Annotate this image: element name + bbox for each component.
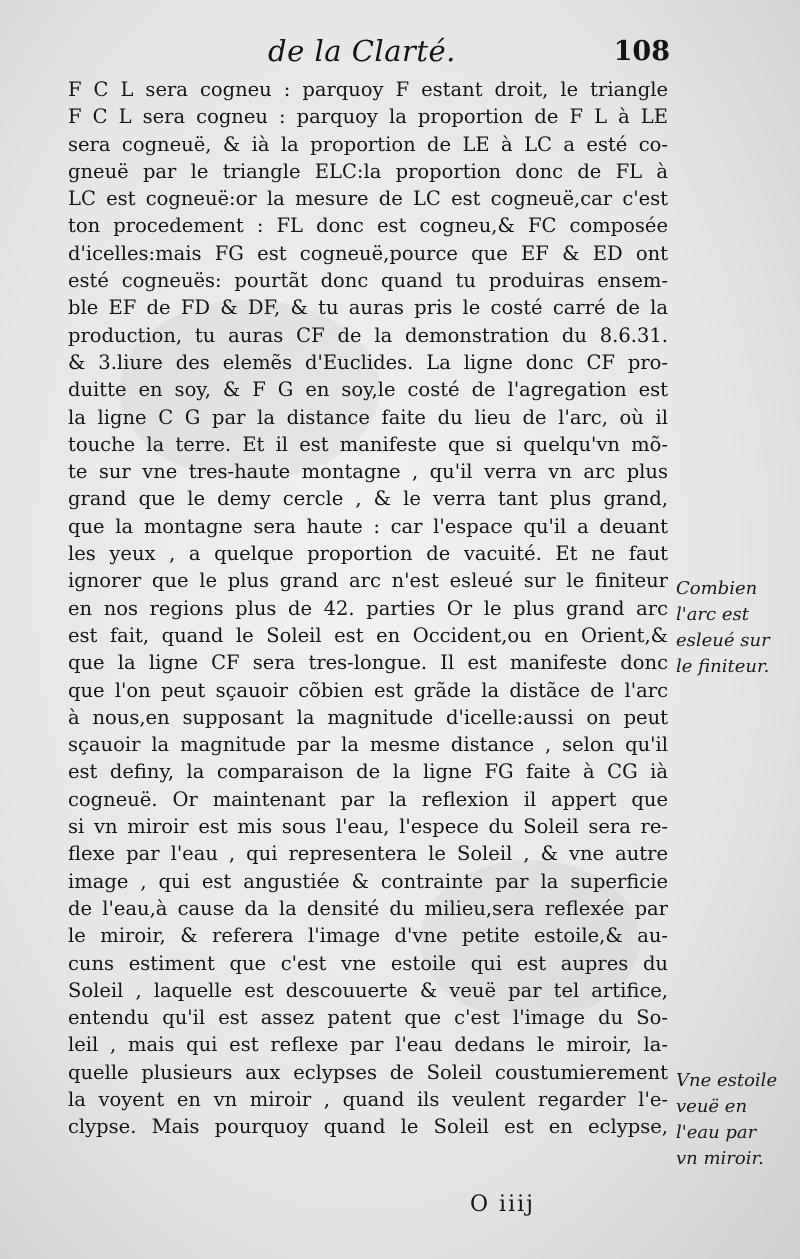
text-line: ble EF de FD & DF, & tu auras pris le costé carré de la	[68, 296, 668, 320]
text-line: les yeux , a quelque proportion de vacuité. Et ne faut	[68, 542, 668, 566]
text-line: LC est cogneuë:or la mesure de LC est cogneuë,car c'est	[68, 187, 668, 211]
margin-note-line: le finiteur.	[676, 656, 770, 677]
text-line: ignorer que le plus grand arc n'est esleué sur le finiteur	[68, 569, 668, 593]
signature-mark: O iiij	[470, 1192, 535, 1217]
text-line: à nous,en supposant la magnitude d'icelle:aussi on peut	[68, 705, 668, 729]
text-line: la ligne C G par la distance faite du lieu de l'arc, où il	[68, 405, 668, 429]
page-header	[250, 30, 670, 74]
text-line: image , qui est angustiée & contrainte par la superficie	[68, 869, 668, 893]
text-line: te sur vne tres-haute montagne , qu'il verra vn arc plus	[68, 460, 668, 484]
margin-note-star-in-mirror	[676, 1068, 800, 1172]
text-line: est definy, la comparaison de la ligne FG faite à CG ià	[68, 760, 668, 784]
margin-note-line: veuë en	[676, 1096, 748, 1117]
text-line: sçauoir la magnitude par la mesme distance , selon qu'il	[68, 733, 668, 757]
text-line: touche la terre. Et il est manifeste que si quelqu'vn mõ-	[68, 432, 668, 456]
text-line: esté cogneuës: pourtãt donc quand tu produiras ensem-	[68, 269, 668, 293]
margin-note-line: l'eau par	[676, 1122, 757, 1143]
text-line: F C L sera cogneu : parquoy F estant droit, le triangle	[68, 78, 668, 101]
text-line: cogneuë. Or maintenant par la reflexion il appert que	[68, 787, 668, 811]
text-line: flexe par l'eau , qui representera le Soleil , & vne autre	[68, 842, 668, 866]
text-line: quelle plusieurs aux eclypses de Soleil coustumierement	[68, 1060, 668, 1084]
text-line: en nos regions plus de 42. parties Or le plus grand arc	[68, 596, 668, 620]
text-line: & 3.liure des elemẽs d'Euclides. La ligne donc CF pro-	[68, 350, 668, 374]
text-line: le miroir, & referera l'image d'vne petite estoile,& au-	[68, 924, 668, 948]
text-line: Soleil , laquelle est descouuerte & veuë par tel artifice,	[68, 978, 668, 1002]
text-line: duitte en soy, & F G en soy,le costé de l'agregation est	[68, 378, 668, 402]
text-line: leil , mais qui est reflexe par l'eau dedans le miroir, la-	[68, 1033, 668, 1057]
text-line: la voyent en vn miroir , quand ils veulent regarder l'e-	[68, 1087, 668, 1111]
text-line: production, tu auras CF de la demonstration du 8.6.31.	[68, 323, 668, 347]
text-line: que l'on peut sçauoir cõbien est grãde la distãce de l'arc	[68, 678, 668, 702]
page-number: 108	[613, 36, 670, 67]
text-line: est fait, quand le Soleil est en Occident,ou en Orient,&	[68, 623, 668, 647]
margin-note-line: l'arc est	[676, 604, 749, 625]
text-line: que la ligne CF sera tres-longue. Il est manifeste donc	[68, 651, 668, 675]
text-line: clypse. Mais pourquoy quand le Soleil est en eclypse,	[68, 1115, 668, 1139]
text-line: entendu qu'il est assez patent que c'est l'image du So-	[68, 1006, 668, 1030]
text-line: sera cogneuë, & ià la proportion de LE à LC a esté co-	[68, 132, 668, 156]
text-line: cuns estiment que c'est vne estoile qui est aupres du	[68, 951, 668, 975]
margin-note-arc-elevation	[676, 576, 800, 680]
margin-note-line: Combien	[676, 578, 758, 599]
text-line: d'icelles:mais FG est cogneuë,pource que EF & ED ont	[68, 241, 668, 265]
text-line: que la montagne sera haute : car l'espace qu'il a deuant	[68, 514, 668, 538]
text-line: grand que le demy cercle , & le verra tant plus grand,	[68, 487, 668, 511]
text-line: F C L sera cogneu : parquoy la proportion de F L à LE	[68, 105, 668, 129]
text-line: ton procedement : FL donc est cogneu,& FC composée	[68, 214, 668, 238]
margin-note-line: Vne estoile	[676, 1070, 778, 1091]
text-line: de l'eau,à cause da la densité du milieu,sera reflexée par	[68, 896, 668, 920]
running-title: de la Clarté.	[268, 34, 456, 68]
text-line: si vn miroir est mis sous l'eau, l'espece du Soleil sera re-	[68, 815, 668, 839]
margin-note-line: esleué sur	[676, 630, 770, 651]
margin-note-line: vn miroir.	[676, 1148, 764, 1169]
text-line: gneuë par le triangle ELC:la proportion donc de FL à	[68, 159, 668, 183]
body-text	[68, 76, 668, 1141]
